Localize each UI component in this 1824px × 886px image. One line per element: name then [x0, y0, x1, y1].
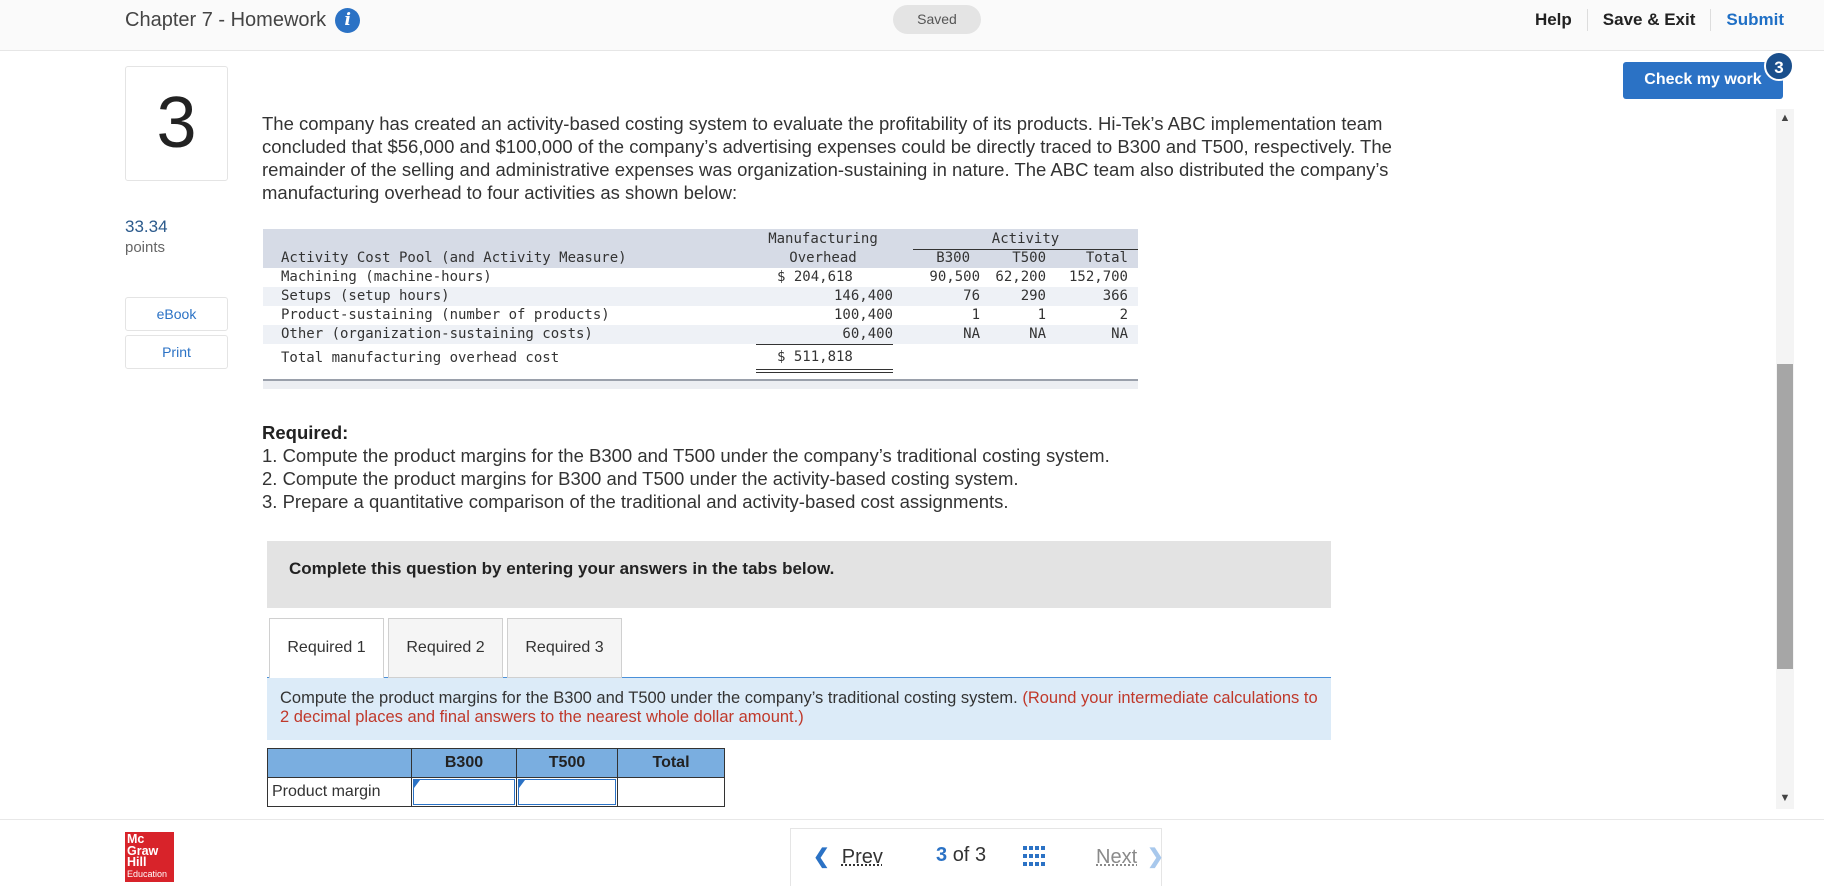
table-bottom-bar [263, 379, 1138, 389]
row-total: 152,700 [1068, 269, 1128, 285]
total-double-underline [756, 369, 893, 370]
top-bar [0, 0, 1824, 51]
row-b300: 1 [971, 307, 980, 323]
help-link[interactable]: Help [1520, 9, 1588, 31]
page-current: 3 [936, 844, 948, 866]
row-b300: NA [963, 326, 980, 342]
complete-question-text: Complete this question by entering your answers in the tabs below. [289, 559, 835, 578]
check-attempts-badge: 3 [1764, 51, 1794, 81]
row-t500: 62,200 [995, 269, 1046, 285]
header-pool: Activity Cost Pool (and Activity Measure) [281, 250, 627, 266]
points-value: 33.34 [125, 217, 168, 236]
scroll-up-arrow-icon[interactable]: ▲ [1779, 112, 1791, 124]
page-of: of [952, 844, 970, 866]
logo-line: Mc [127, 832, 145, 846]
answer-col-t500: T500 [517, 749, 618, 778]
instruction-main: Compute the product margins for the B300 and T500 under the company’s traditional costing system. [280, 689, 1018, 707]
logo-line: Education [127, 868, 168, 879]
logo-line: Graw [127, 843, 159, 858]
assignment-title-text: Chapter 7 - Homework [125, 9, 327, 31]
top-links [1520, 9, 1784, 31]
required-heading: Required: [262, 422, 349, 443]
overhead-table [263, 229, 1138, 389]
row-label: Other (organization-sustaining costs) [281, 326, 593, 342]
pager [790, 828, 1162, 886]
page-indicator [936, 844, 986, 867]
chevron-right-icon: ❯ [1147, 846, 1164, 868]
tab-instruction [267, 678, 1331, 740]
header-t500: T500 [1012, 250, 1046, 266]
mcgraw-hill-logo [125, 832, 174, 882]
tab-required-3[interactable]: Required 3 [507, 618, 622, 678]
question-intro: The company has created an activity-based costing system to evaluate the profitability of its products. Hi-Tek’s ABC implementation team concluded that $56,000 and $100,000 of the company’s advertising expenses could be directly traced to B300 and T500, respectively. The remainder of the selling and administrative expenses was organization-sustaining in nature. The ABC team also distributed the company’s manufacturing overhead to four activities as shown below: [262, 113, 1392, 203]
row-overhead: 146,400 [833, 288, 893, 304]
scrollbar-thumb[interactable] [1777, 364, 1793, 669]
ebook-button[interactable]: eBook [125, 297, 228, 331]
row-t500: 290 [1020, 288, 1046, 304]
next-button[interactable] [1096, 844, 1164, 869]
required-item-3: 3. Prepare a quantitative comparison of the traditional and activity-based cost assignments. [262, 491, 1009, 512]
save-exit-link[interactable]: Save & Exit [1588, 9, 1712, 31]
answer-col-total: Total [618, 749, 725, 778]
check-my-work-button[interactable]: Check my work [1623, 62, 1783, 99]
scroll-down-arrow-icon[interactable]: ▼ [1779, 792, 1791, 804]
prev-button[interactable] [813, 844, 883, 869]
question-number: 3 [125, 66, 228, 181]
subtotal-underline [756, 344, 893, 345]
row-t500: 1 [1037, 307, 1046, 323]
row-total: NA [1111, 326, 1128, 342]
b300-margin-input[interactable] [413, 779, 515, 805]
row-label: Setups (setup hours) [281, 288, 450, 304]
t500-margin-input[interactable] [518, 779, 616, 805]
question-grid-icon[interactable] [1023, 846, 1045, 868]
row-total: 2 [1119, 307, 1128, 323]
answer-table [267, 748, 725, 807]
t500-cell [517, 778, 618, 807]
header-b300: B300 [936, 250, 970, 266]
row-t500: NA [1029, 326, 1046, 342]
info-icon[interactable]: i [335, 8, 360, 33]
submit-link[interactable]: Submit [1726, 10, 1784, 29]
logo-line: Hill [127, 855, 147, 869]
row-b300: 76 [963, 288, 980, 304]
footer-divider [0, 819, 1824, 820]
assignment-title [125, 8, 360, 33]
b300-cell [412, 778, 517, 807]
print-button[interactable]: Print [125, 335, 228, 369]
row-label: Product-sustaining (number of products) [281, 307, 610, 323]
page-total: 3 [974, 844, 987, 866]
prev-label: Prev [841, 846, 883, 868]
answer-col-b300: B300 [412, 749, 517, 778]
total-label: Total manufacturing overhead cost [281, 350, 560, 366]
header-overhead: Overhead [789, 250, 857, 266]
row-overhead: 60,400 [842, 326, 893, 342]
points-label: points [125, 239, 166, 256]
required-section [262, 421, 1110, 513]
complete-question-panel [267, 541, 1331, 608]
row-overhead: $ 204,618 [777, 269, 853, 285]
required-item-1: 1. Compute the product margins for the B300 and T500 under the company’s traditional costing system. [262, 445, 1110, 466]
header-activity: Activity [991, 231, 1060, 247]
answer-corner [268, 749, 412, 778]
row-b300: 90,500 [929, 269, 980, 285]
header-total: Total [1085, 250, 1128, 266]
total-double-underline [756, 372, 893, 373]
header-manufacturing: Manufacturing [768, 231, 878, 247]
tab-required-2[interactable]: Required 2 [388, 618, 503, 678]
product-margin-label: Product margin [268, 778, 412, 807]
chevron-left-icon: ❮ [813, 846, 830, 868]
next-label: Next [1096, 846, 1138, 868]
row-total: 366 [1102, 288, 1128, 304]
instruction-note: (Round your intermediate calculations to 2 decimal places and final answers to the nearest whole dollar amount.) [280, 689, 1318, 726]
row-label: Machining (machine-hours) [281, 269, 492, 285]
total-value: $ 511,818 [777, 349, 853, 365]
total-margin-cell [618, 778, 725, 807]
required-item-2: 2. Compute the product margins for B300 and T500 under the activity-based costing system. [262, 468, 1019, 489]
tab-required-1[interactable]: Required 1 [269, 618, 384, 679]
saved-status: Saved [893, 5, 981, 34]
row-overhead: 100,400 [833, 307, 893, 323]
